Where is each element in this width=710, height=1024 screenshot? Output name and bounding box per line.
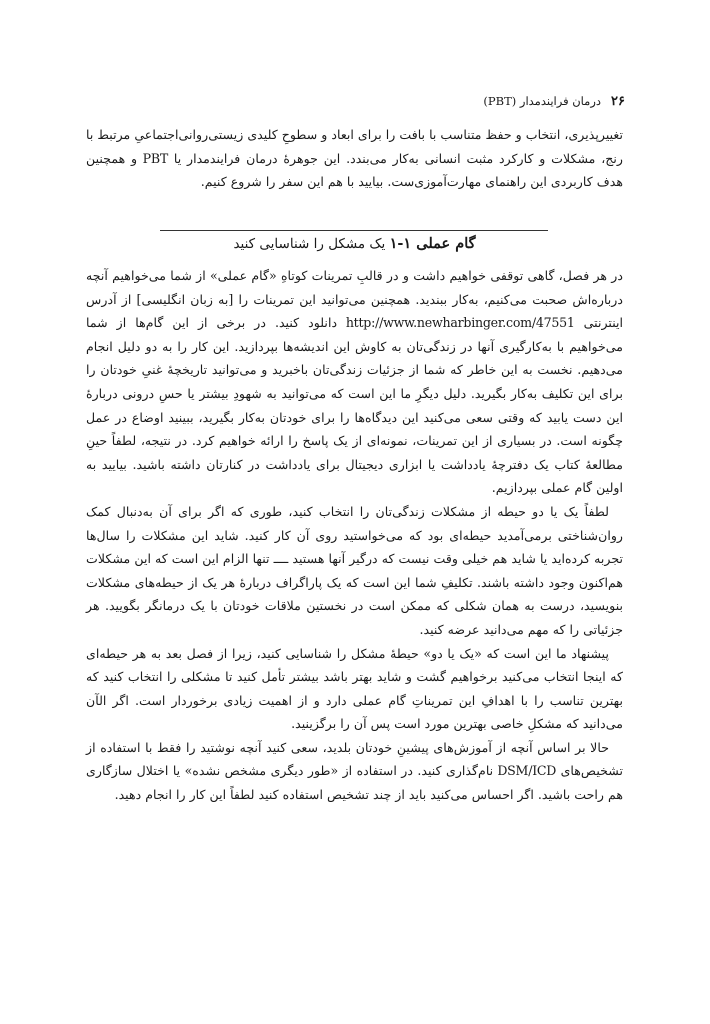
section-body <box>86 264 623 807</box>
body-paragraph-2: لطفاً یک یا دو حیطه از مشکلات زندگی‌تان را انتخاب کنید، طوری که اگر برای آن به‌دنبال کمک روان‌شناختی برمی‌آمدید حیطه‌ای بود که می‌خواستید روی آن کار کنید. شاید این مشکلات را سال‌ها تجربه کرده‌اید یا شاید هم خیلی وقت نیست که درگیر آنها هستید ــــ تنها الزام این است که این مشکلات هم‌اکنون وجود داشته باشند. تکلیفِ شما این است که یک پاراگراف دربارهٔ هر یک از حیطه‌های مشکلات بنویسید، درست به همان شکلی که ممکن است در نخستین ملاقات خودتان با یک درمانگر بگویید. هر جزئیاتی را که مهم می‌دانید عرضه کنید. <box>86 503 623 637</box>
intro-paragraph-block <box>86 123 623 194</box>
running-title: درمان فرایندمدار (PBT) <box>483 94 602 108</box>
running-header <box>50 94 625 109</box>
body-paragraph-1: در هر فصل، گاهی توقفی خواهیم داشت و در قالبِ تمرینات کوتاهِ «گام عملی» از شما می‌خواهیم آنچه درباره‌اش صحبت می‌کنیم، به‌کار ببندید. همچنین می‌توانید این تمرینات را [به زبان انگلیسی] از آدرس اینترنتی http://www.newharbinger.com/47551 دانلود کنید. در برخی از این گام‌ها از شما می‌خواهیم با به‌کارگیری آنها در زندگی‌تان به کاوش این اندیشه‌ها بپردازید. این کار را به دو دلیل انجام می‌دهیم. نخست به این خاطر که شما از جزئیات زندگی‌تان باخبرید و می‌توانید تاریخچهٔ غنیِ خودتان را برای این تکلیف به‌کار بگیرید. دلیل دیگرِ ما این است که می‌توانید به شهودِ بیشتر یا حسِ درونی دربارهٔ این دست یابید که وقتی سعی می‌کنید این دیدگاه‌ها را برای خودتان به‌کار بگیرید، ببینید اوضاع در عمل چگونه است. در بسیاری از این تمرینات، نمونه‌ای از یک پاسخ را ارائه خواهیم کرد. در نتیجه، لطفاً حینِ مطالعهٔ کتاب یک دفترچهٔ یادداشت یا ابزاری دیجیتال برای یادداشت در کنارتان داشته باشید. بیایید به اولین گام عملی بپردازیم. <box>86 268 624 496</box>
section-divider <box>160 230 548 231</box>
intro-paragraph: تغییرپذیری، انتخاب و حفظ متناسب با بافت را برای ابعاد و سطوحِ کلیدی زیستی‌روانی‌اجتماعیِ مرتبط با رنج، مشکلات و کارکرد مثبت انسانی به‌کار می‌بندد. این جوهرهٔ درمان فرایندمدار یا PBT و همچنین هدف کاربردی این راهنمای مهارت‌آموزی‌ست. بیایید با هم این سفر را شروع کنیم. <box>86 127 624 190</box>
body-paragraph-3: پیشنهاد ما این است که «یک یا دو» حیطهٔ مشکل را شناسایی کنید، زیرا از فصل بعد به هر حیطه‌ای که اینجا انتخاب می‌کنید برخواهیم گشت و شاید بهتر باشد بیشتر تأمل کنید تا مشکلی را انتخاب کنید که بهترین تناسب را با اهدافِ این تمریناتِ گام عملی دارد و از اهمیت زیادی برخوردار است. اگر الآن می‌دانید که مشکلِ خاصی بهترین مورد است پس آن را برگزینید. <box>86 645 623 732</box>
page-number: ۲۶ <box>611 94 625 109</box>
section-heading-number: گام عملی ۱-۱ <box>389 235 476 252</box>
section-heading <box>86 232 623 256</box>
section-heading-title: یک مشکل را شناسایی کنید <box>233 236 386 252</box>
body-paragraph-4: حالا بر اساس آنچه از آموزش‌های پیشینِ خودتان بلدید، سعی کنید آنچه نوشتید را فقط با استفاده از تشخیص‌های DSM/ICD نام‌گذاری کنید. در استفاده از «طور دیگری مشخص نشده» یا اختلال سازگاری هم راحت باشید. اگر احساس می‌کنید باید از چند تشخیص استفاده کنید لطفاً این کار را انجام دهید. <box>86 739 624 803</box>
